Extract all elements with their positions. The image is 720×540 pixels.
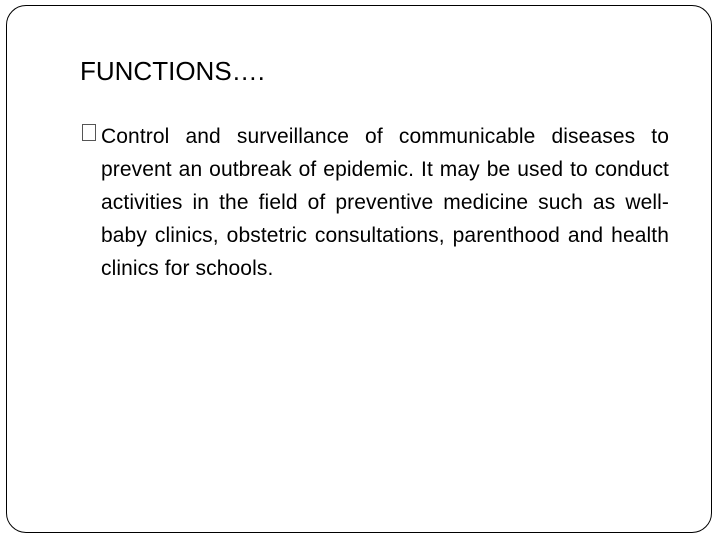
bullet-text: Control and surveillance of communicable diseases to prevent an outbreak of epidemic. It may be used to conduct activities in the field of preventive medicine such as well-baby clinics, obstetric consultations, parenthood and health clinics for schools. [101, 125, 669, 280]
bullet-item [82, 120, 669, 285]
box-bullet-icon [82, 124, 96, 141]
slide-title: FUNCTIONS…. [80, 56, 265, 86]
